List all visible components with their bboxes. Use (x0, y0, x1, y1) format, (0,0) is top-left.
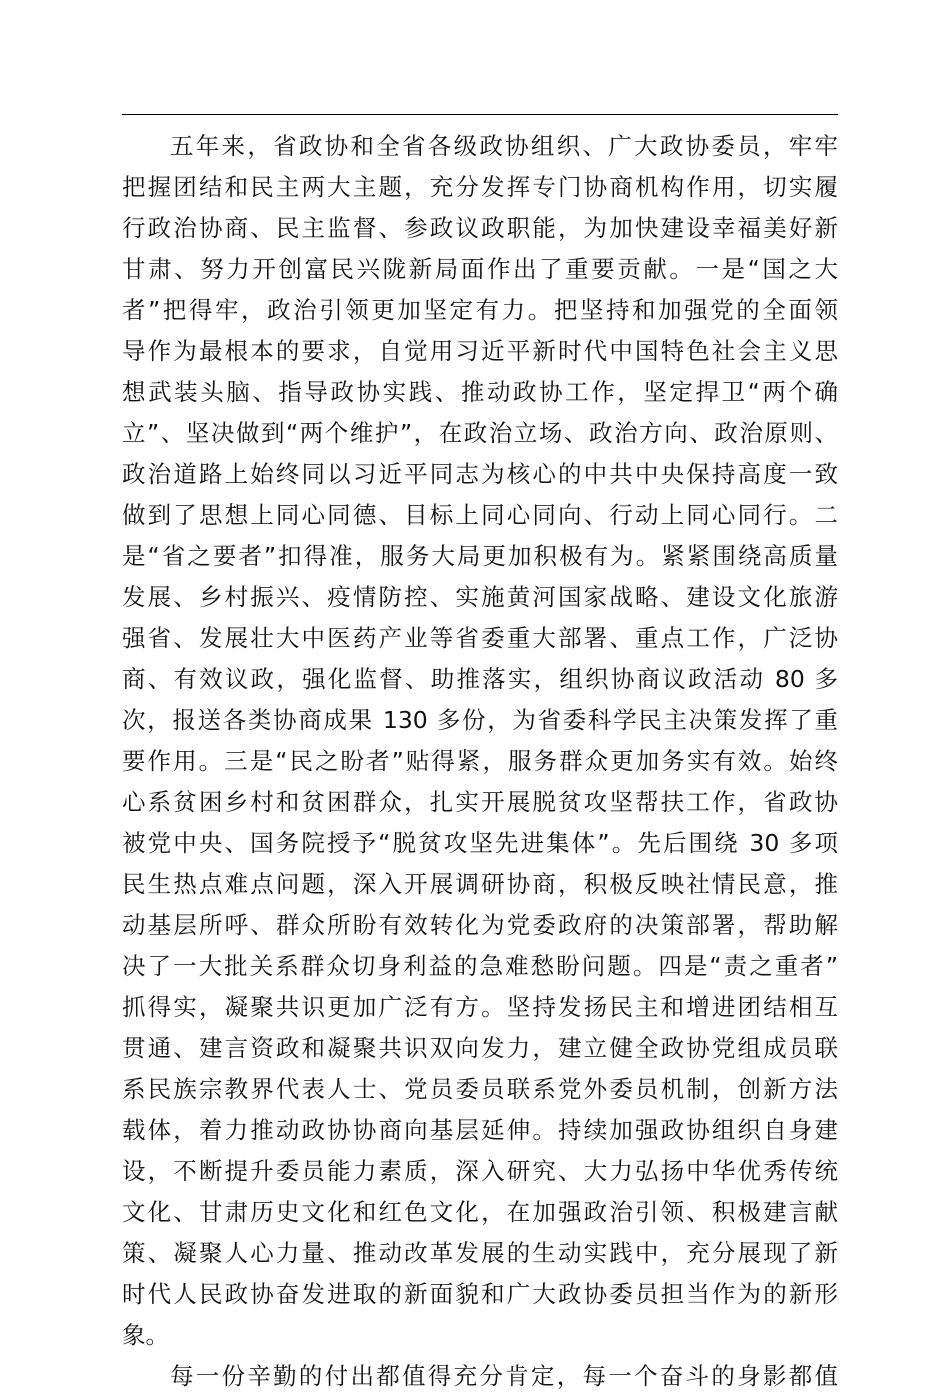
text-line: 动基层所呼、群众所盼有效转化为党委政府的决策部署，帮助解 (122, 911, 838, 939)
text-line: 贯通、建言资政和凝聚共识双向发力，建立健全政协党组成员联 (122, 1034, 838, 1062)
text-line: 被党中央、国务院授予“脱贫攻坚先进集体”。先后围绕 30 多项 (122, 829, 838, 857)
paragraph-2 (122, 1356, 838, 1397)
text-line: 策、凝聚人心力量、推动改革发展的生动实践中，充分展现了新 (122, 1239, 838, 1267)
text-line: 者”把得牢，政治引领更加坚定有力。把坚持和加强党的全面领 (122, 296, 838, 324)
text-line: 载体，着力推动政协协商向基层延伸。持续加强政协组织自身建 (122, 1116, 838, 1144)
text-line: 导作为最根本的要求，自觉用习近平新时代中国特色社会主义思 (122, 337, 838, 365)
text-line: 强省、发展壮大中医药产业等省委重大部署、重点工作，广泛协 (122, 624, 838, 652)
text-line: 每一份辛勤的付出都值得充分肯定，每一个奋斗的身影都值 (170, 1362, 838, 1390)
body-text (122, 126, 838, 1397)
text-line: 民生热点难点问题，深入开展调研协商，积极反映社情民意，推 (122, 870, 838, 898)
paragraph-1 (122, 126, 838, 1356)
header-rule (122, 114, 838, 115)
text-line: 心系贫困乡村和贫困群众，扎实开展脱贫攻坚帮扶工作，省政协 (122, 788, 838, 816)
text-line: 决了一大批关系群众切身利益的急难愁盼问题。四是“责之重者” (122, 952, 838, 980)
text-line: 发展、乡村振兴、疫情防控、实施黄河国家战略、建设文化旅游 (122, 583, 838, 611)
text-line: 是“省之要者”扣得准，服务大局更加积极有为。紧紧围绕高质量 (122, 542, 838, 570)
text-line: 要作用。三是“民之盼者”贴得紧，服务群众更加务实有效。始终 (122, 747, 838, 775)
text-line: 系民族宗教界代表人士、党员委员联系党外委员机制，创新方法 (122, 1075, 838, 1103)
text-line: 把握团结和民主两大主题，充分发挥专门协商机构作用，切实履 (122, 173, 838, 201)
text-line: 想武装头脑、指导政协实践、推动政协工作，坚定捍卫“两个确 (122, 378, 838, 406)
text-line: 时代人民政协奋发进取的新面貌和广大政协委员担当作为的新形 (122, 1280, 838, 1308)
text-line: 立”、坚决做到“两个维护”，在政治立场、政治方向、政治原则、 (122, 419, 838, 447)
text-line: 政治道路上始终同以习近平同志为核心的中共中央保持高度一致 (122, 460, 838, 488)
text-line: 做到了思想上同心同德、目标上同心同向、行动上同心同行。二 (122, 501, 838, 529)
text-line: 五年来，省政协和全省各级政协组织、广大政协委员，牢牢 (170, 132, 838, 160)
text-line: 商、有效议政，强化监督、助推落实，组织协商议政活动 80 多 (122, 665, 838, 693)
text-line: 文化、甘肃历史文化和红色文化，在加强政治引领、积极建言献 (122, 1198, 838, 1226)
text-line: 甘肃、努力开创富民兴陇新局面作出了重要贡献。一是“国之大 (122, 255, 838, 283)
text-line: 设，不断提升委员能力素质，深入研究、大力弘扬中华优秀传统 (122, 1157, 838, 1185)
text-line: 象。 (122, 1321, 169, 1349)
text-line: 抓得实，凝聚共识更加广泛有方。坚持发扬民主和增进团结相互 (122, 993, 838, 1021)
text-line: 行政治协商、民主监督、参政议政职能，为加快建设幸福美好新 (122, 214, 838, 242)
text-line: 次，报送各类协商成果 130 多份，为省委科学民主决策发挥了重 (122, 706, 838, 734)
